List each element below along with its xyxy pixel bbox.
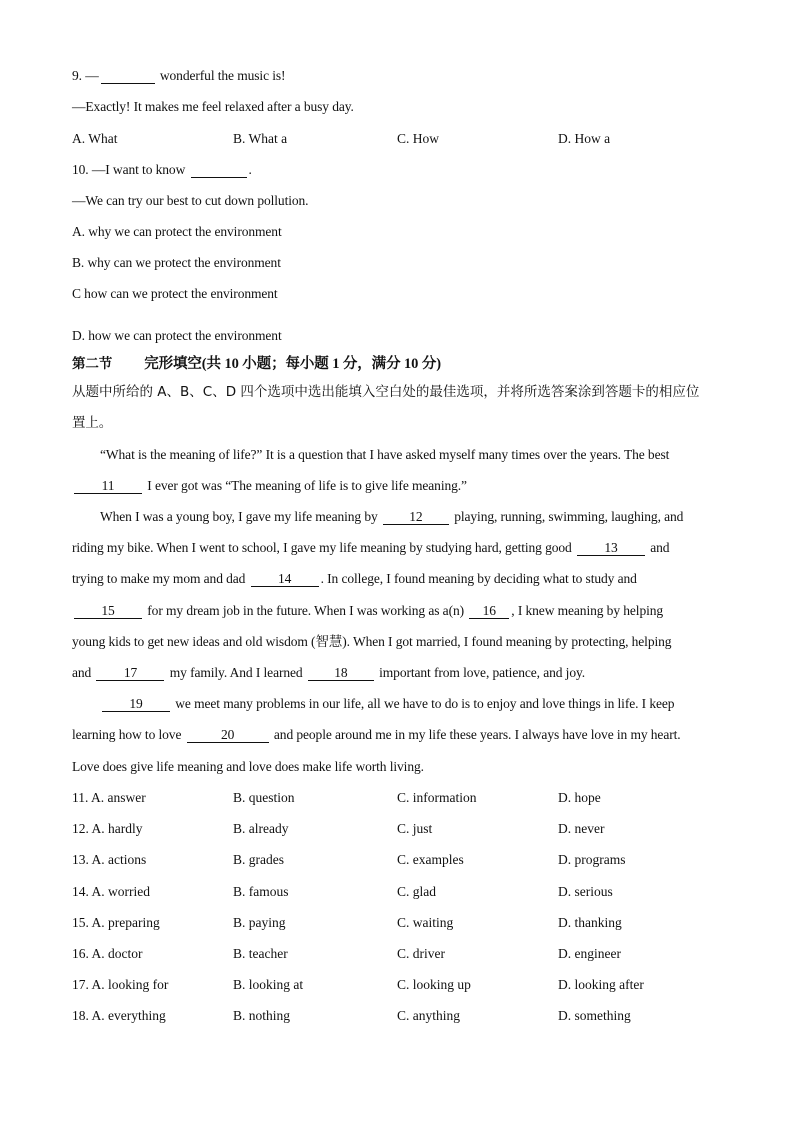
q9-option-a[interactable]: A. What: [72, 131, 118, 146]
passage-line-6: [72, 602, 663, 620]
option-a-text: A. everything: [91, 1008, 166, 1024]
option-a[interactable]: [72, 820, 143, 838]
option-c[interactable]: C. looking up: [397, 977, 471, 993]
option-b[interactable]: B. question: [233, 790, 295, 805]
passage-line-4: [72, 539, 669, 557]
section-instruction-line1: 从题中所给的 A、B、C、D 四个选项中选出能填入空白处的最佳选项，并将所选答案涂到答题卡的相应位: [72, 384, 700, 400]
passage-line-1: “What is the meaning of life?” It is a question that I have asked myself many times over the years. The best: [100, 447, 670, 462]
question-number: 12.: [72, 821, 89, 837]
passage-text: for my dream job in the future. When I was working as a(n): [144, 603, 468, 618]
option-b[interactable]: B. teacher: [233, 946, 288, 961]
q9-reply: —Exactly! It makes me feel relaxed after a busy day.: [72, 99, 354, 114]
section-title: 第二节: [72, 356, 113, 372]
passage-line-8: [72, 664, 585, 682]
passage-line-11: Love does give life meaning and love does make life worth living.: [72, 759, 424, 774]
q10-suffix: .: [248, 162, 252, 177]
question-row: [0, 851, 794, 869]
option-c[interactable]: C. examples: [397, 852, 464, 868]
question-number: 13.: [72, 852, 89, 868]
option-a[interactable]: [72, 1007, 166, 1025]
section-instruction-line2: 置上。: [72, 415, 113, 431]
question-row: [0, 820, 794, 838]
section-heading: [72, 355, 441, 373]
option-d[interactable]: D. engineer: [558, 946, 621, 961]
option-c[interactable]: C. anything: [397, 1008, 460, 1024]
option-d[interactable]: D. thanking: [558, 914, 622, 930]
blank-17[interactable]: 17: [96, 665, 164, 681]
question-number: 17.: [72, 977, 89, 993]
option-b[interactable]: B. nothing: [233, 1008, 291, 1024]
blank-13[interactable]: 13: [577, 540, 645, 556]
question-row: [0, 945, 794, 963]
q9-blank[interactable]: [101, 68, 155, 84]
question-number: 14.: [72, 883, 89, 899]
question-row: [0, 1007, 794, 1025]
option-a-text: A. doctor: [91, 946, 143, 961]
passage-text: trying to make my mom and dad: [72, 571, 249, 586]
passage-text: important from love, patience, and joy.: [375, 665, 586, 680]
passage-line-10: [72, 726, 681, 744]
question-row: [0, 914, 794, 932]
question-row: [0, 883, 794, 901]
blank-14[interactable]: 14: [251, 571, 319, 587]
option-c[interactable]: C. information: [397, 790, 477, 805]
option-c[interactable]: C. waiting: [397, 914, 454, 930]
option-a-text: A. actions: [91, 852, 147, 868]
q9-option-c[interactable]: C. How: [397, 131, 440, 146]
question-row: [0, 789, 794, 807]
option-a[interactable]: [72, 883, 150, 901]
option-a-text: A. hardly: [91, 821, 143, 837]
blank-11[interactable]: 11: [74, 478, 142, 494]
q10-option-a[interactable]: A. why we can protect the environment: [72, 224, 282, 239]
option-b[interactable]: B. grades: [233, 852, 284, 868]
option-d[interactable]: D. programs: [558, 852, 626, 868]
option-d[interactable]: D. never: [558, 821, 605, 837]
option-d[interactable]: D. serious: [558, 883, 613, 899]
passage-text: and: [646, 540, 670, 555]
option-d[interactable]: D. looking after: [558, 977, 644, 993]
question-row: [0, 976, 794, 994]
blank-18[interactable]: 18: [308, 665, 374, 681]
q9-option-d[interactable]: D. How a: [558, 131, 611, 146]
option-b[interactable]: B. famous: [233, 883, 289, 899]
q10-option-d[interactable]: D. how we can protect the environment: [72, 328, 282, 343]
question-number: 11.: [72, 790, 89, 805]
q9-suffix: wonderful the music is!: [156, 68, 286, 83]
option-a-text: A. worried: [91, 883, 150, 899]
passage-text: and people around me in my life these years. I always have love in my heart.: [270, 727, 681, 742]
question-number: 16.: [72, 946, 89, 961]
option-d[interactable]: D. hope: [558, 790, 601, 805]
passage-line-9: [100, 695, 674, 713]
option-a[interactable]: [72, 976, 168, 994]
q10-option-c[interactable]: C how can we protect the environment: [72, 286, 278, 301]
q10-blank[interactable]: [191, 162, 247, 178]
passage-text: , I knew meaning by helping: [511, 603, 664, 618]
blank-19[interactable]: 19: [102, 696, 170, 712]
q10-option-b[interactable]: B. why can we protect the environment: [72, 255, 281, 270]
option-a[interactable]: [72, 789, 146, 807]
passage-text: When I was a young boy, I gave my life meaning by: [100, 509, 381, 524]
option-a[interactable]: [72, 945, 143, 963]
passage-text: . In college, I found meaning by deciding what to study and: [320, 571, 637, 586]
option-a[interactable]: [72, 851, 146, 869]
blank-20[interactable]: 20: [187, 727, 269, 743]
passage-line-5: [72, 570, 637, 588]
q9-prefix: 9. —: [72, 68, 99, 83]
option-a-text: A. preparing: [91, 914, 160, 930]
option-c[interactable]: C. driver: [397, 946, 445, 961]
option-d[interactable]: D. something: [558, 1008, 631, 1024]
passage-text: playing, running, swimming, laughing, and: [450, 509, 684, 524]
passage-text: and: [72, 665, 95, 680]
passage-line-2: [72, 477, 467, 495]
option-b[interactable]: B. already: [233, 821, 289, 837]
passage-line-7: [72, 633, 671, 651]
passage-text: my family. And I learned: [166, 665, 306, 680]
option-a-text: A. answer: [91, 790, 146, 805]
q10-prefix: 10. —I want to know: [72, 162, 189, 177]
passage-text: young kids to get new ideas and old wisdom (智慧). When I got married, I found meaning by protecting, helping: [72, 634, 672, 649]
passage-text: we meet many problems in our life, all we have to do is to enjoy and love things in life. I keep: [172, 696, 675, 711]
blank-12[interactable]: 12: [383, 509, 449, 525]
section-subtitle: 完形填空(共 10 小题；每小题 1 分，满分 10 分): [144, 356, 441, 372]
q10-reply: —We can try our best to cut down pollution.: [72, 193, 309, 208]
blank-16[interactable]: 16: [469, 603, 509, 619]
option-a-text: A. looking for: [91, 977, 169, 993]
question-number: 15.: [72, 914, 89, 930]
option-b[interactable]: B. looking at: [233, 977, 304, 993]
q9-stem: [72, 67, 285, 85]
option-a[interactable]: [72, 914, 160, 932]
q10-stem: [72, 161, 252, 179]
passage-text: riding my bike. When I went to school, I gave my life meaning by studying hard, getting good: [72, 540, 575, 555]
passage-line-3: [100, 508, 683, 526]
option-c[interactable]: C. just: [397, 821, 433, 837]
passage-text: I ever got was “The meaning of life is to give life meaning.”: [144, 478, 467, 493]
q9-option-b[interactable]: B. What a: [233, 131, 288, 146]
blank-15[interactable]: 15: [74, 603, 142, 619]
option-c[interactable]: C. glad: [397, 883, 436, 899]
question-number: 18.: [72, 1008, 89, 1024]
option-b[interactable]: B. paying: [233, 914, 286, 930]
passage-text: learning how to love: [72, 727, 185, 742]
